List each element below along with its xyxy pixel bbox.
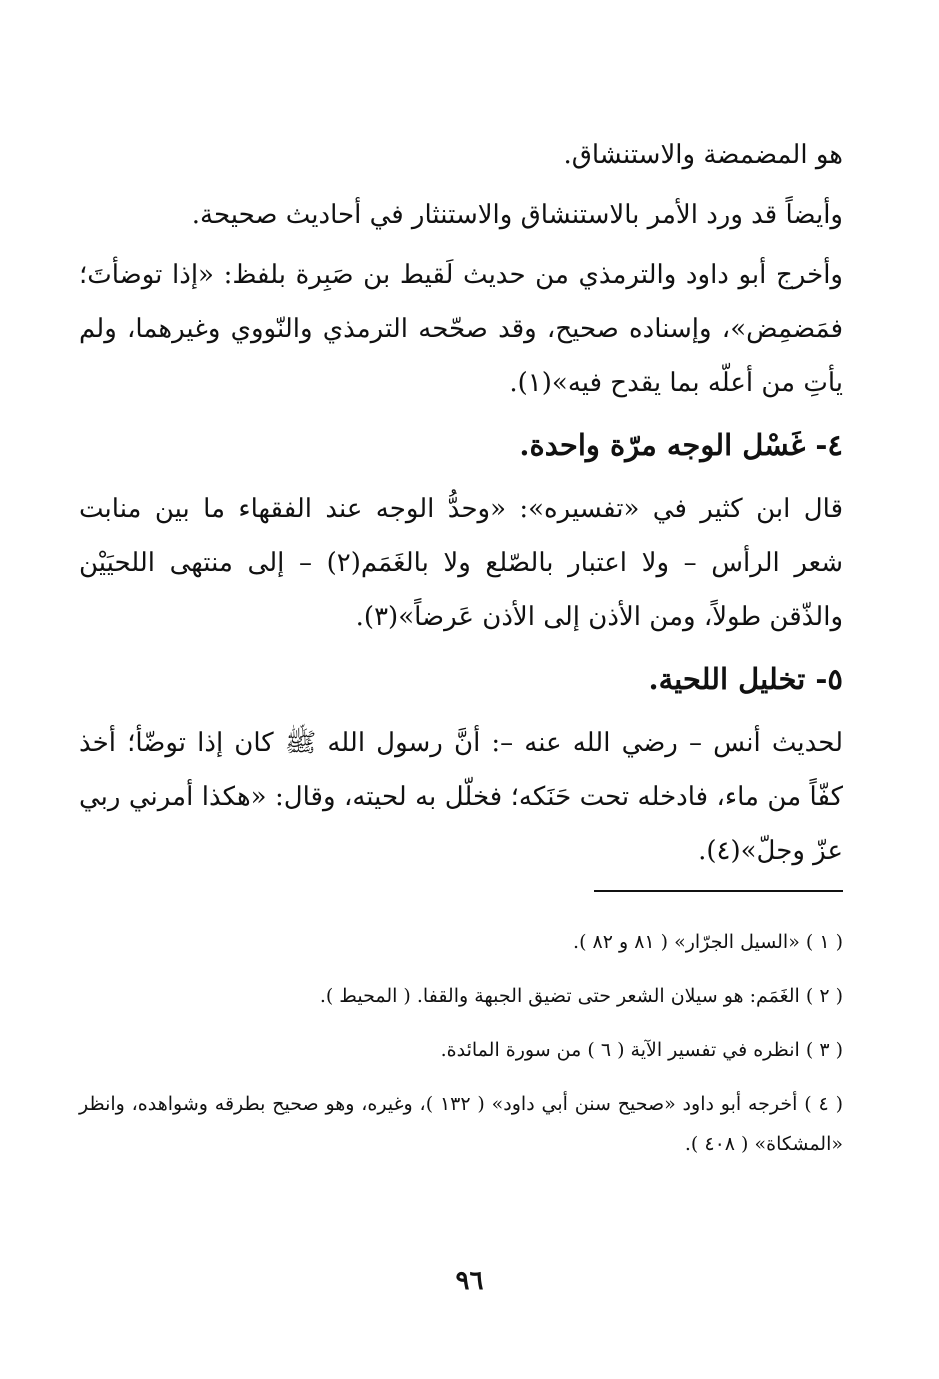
paragraph-4: قال ابن كثير في «تفسيره»: «وحدُّ الوجه عند الفقهاء ما بين منابت شعر الرأس – ولا اعتبار بالصّلع ولا بالغَمَم(٢) – إلى منتهى اللحيَيْن والذّقن طولاً، ومن الأذن إلى الأذن عَرضاً»(٣). xyxy=(79,494,844,632)
page-number: ٩٦ xyxy=(455,1266,484,1296)
section-heading-4: ٤- غَسْل الوجه مرّة واحدة. xyxy=(519,428,843,462)
footnote-4: ( ٤ ) أخرجه أبو داود «صحيح سنن أبي داود» ( ١٣٢ )، وغيره، وهو صحيح بطرقه وشواهده، وانظر «المشكاة» ( ٤٠٨ ). xyxy=(79,1093,844,1155)
paragraph-1: هو المضمضة والاستنشاق. xyxy=(563,140,843,170)
paragraph-5: لحديث أنس – رضي الله عنه –: أنَّ رسول الله ﷺ كان إذا توضّأ؛ أخذ كفّاً من ماء، فادخله تحت حَنَكه؛ فخلّل به لحيته، وقال: «هكذا أمرني ربي عزّ وجلّ»(٤). xyxy=(79,728,843,866)
footnote-3: ( ٣ ) انظره في تفسير الآية ( ٦ ) من سورة المائدة. xyxy=(440,1039,843,1061)
footnotes xyxy=(79,922,843,1178)
section-heading-5: ٥- تخليل اللحية. xyxy=(648,662,843,696)
footnote-separator xyxy=(594,890,843,892)
footnote-2: ( ٢ ) الغَمَم: هو سيلان الشعر حتى تضيق الجبهة والقفا. ( المحيط ). xyxy=(319,985,843,1007)
main-text xyxy=(79,128,843,884)
paragraph-2: وأيضاً قد ورد الأمر بالاستنشاق والاستنثار في أحاديث صحيحة. xyxy=(191,200,843,230)
paragraph-3: وأخرج أبو داود والترمذي من حديث لَقيط بن صَبِرة بلفظ: «إذا توضأتَ؛ فمَضمِض»، وإسناده صحيح، وقد صحّحه الترمذي والنّووي وغيرهما، ولم يأتِ من أعلّه بما يقدح فيه»(١). xyxy=(79,260,843,398)
footnote-1: ( ١ ) «السيل الجرّار» ( ٨١ و ٨٢ ). xyxy=(573,931,843,953)
